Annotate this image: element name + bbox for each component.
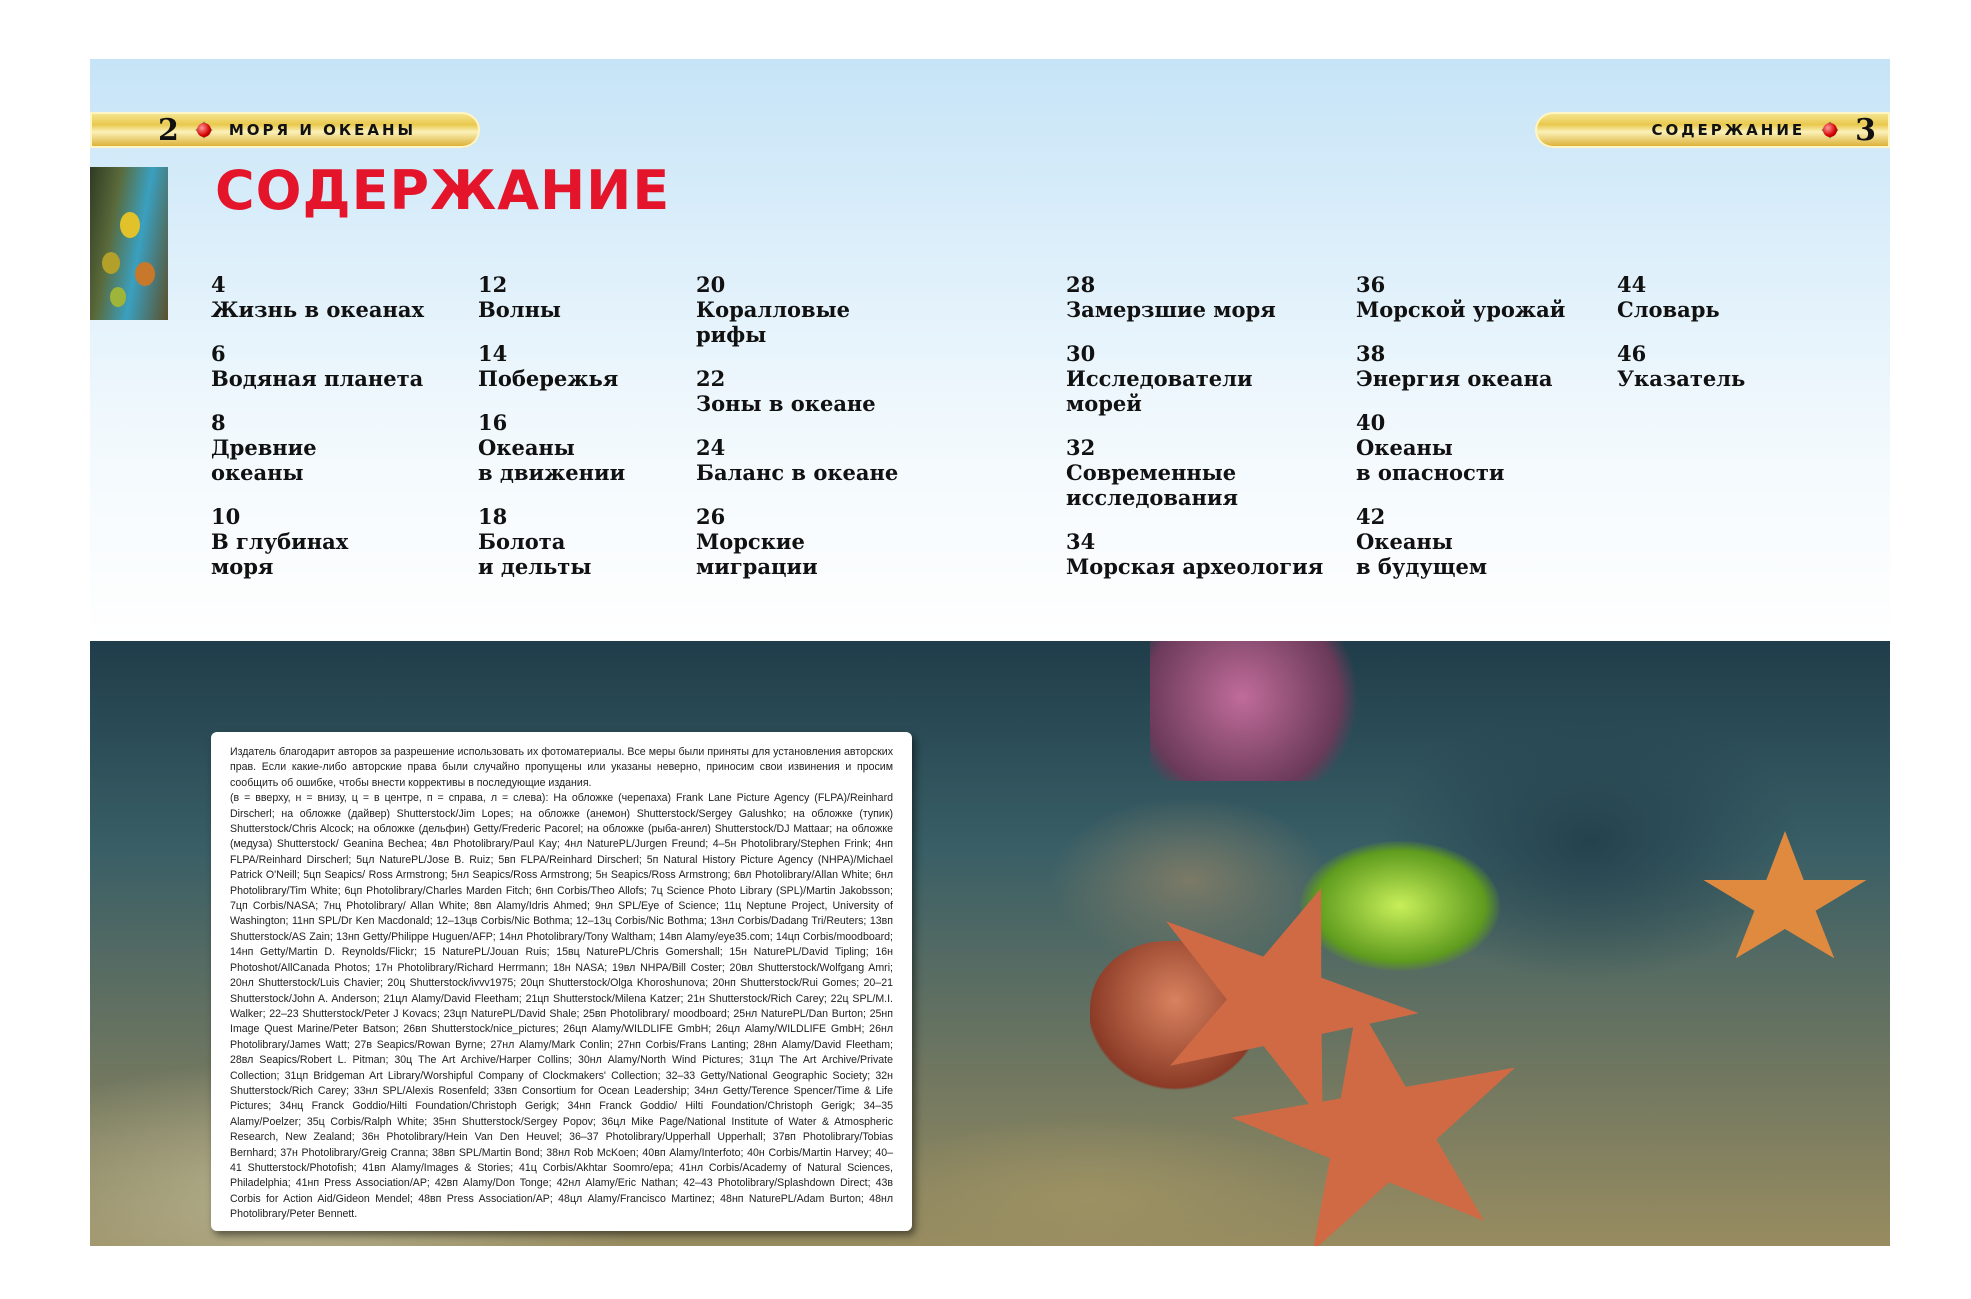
toc-entry-title: Водяная планета bbox=[211, 366, 424, 391]
compass-icon bbox=[1815, 115, 1845, 145]
toc-entry-title: Древние океаны bbox=[211, 435, 317, 485]
toc-page-number: 34 bbox=[1066, 529, 1096, 554]
toc-entry[interactable] bbox=[696, 435, 898, 485]
toc-column bbox=[696, 272, 898, 598]
toc-entry[interactable] bbox=[1356, 272, 1565, 322]
kelp-thumbnail-image bbox=[90, 167, 168, 320]
toc-entry[interactable] bbox=[1356, 410, 1565, 485]
toc-entry[interactable] bbox=[1617, 272, 1745, 322]
toc-page-number: 44 bbox=[1617, 272, 1647, 297]
credits-intro: Издатель благодарит авторов за разрешение использовать их фотоматериалы. Все меры были приняты для установления авторских прав. Если какие-либо авторские права были случайно пропущены или указаны неверно, приносим свои извинения и просим сообщить об ошибке, чтобы внести коррективы в последующие издания. bbox=[230, 746, 893, 789]
toc-entry-title: Энергия океана bbox=[1356, 366, 1553, 391]
toc-entry[interactable] bbox=[478, 272, 625, 322]
toc-column bbox=[478, 272, 625, 598]
coral-image bbox=[1150, 641, 1380, 781]
toc-entry-title: Указатель bbox=[1617, 366, 1746, 391]
toc-page-number: 22 bbox=[696, 366, 726, 391]
toc-column bbox=[211, 272, 424, 598]
toc-page-number: 24 bbox=[696, 435, 726, 460]
toc-page-number: 38 bbox=[1356, 341, 1386, 366]
toc-page-number: 16 bbox=[478, 410, 508, 435]
toc-entry-title: Исследователи морей bbox=[1066, 366, 1253, 416]
toc-entry[interactable] bbox=[1066, 341, 1323, 416]
toc-page-number: 10 bbox=[211, 504, 241, 529]
toc-entry[interactable] bbox=[1066, 435, 1323, 510]
toc-entry[interactable] bbox=[478, 410, 625, 485]
toc-entry[interactable] bbox=[1356, 504, 1565, 579]
toc-entry[interactable] bbox=[696, 504, 898, 579]
toc-entry-title: Побережья bbox=[478, 366, 619, 391]
toc-page-number: 42 bbox=[1356, 504, 1386, 529]
toc-page-number: 26 bbox=[696, 504, 726, 529]
toc-entry[interactable] bbox=[696, 272, 898, 347]
toc-page-number: 12 bbox=[478, 272, 508, 297]
running-header-left bbox=[90, 112, 480, 148]
toc-entry-title: Коралловые рифы bbox=[696, 297, 851, 347]
toc-page-number: 18 bbox=[478, 504, 508, 529]
page-number-left: 2 bbox=[158, 112, 179, 148]
toc-entry-title: Волны bbox=[478, 297, 561, 322]
underwater-photo bbox=[90, 641, 1890, 1246]
section-name-right: СОДЕРЖАНИЕ bbox=[1651, 121, 1806, 139]
toc-page-number: 40 bbox=[1356, 410, 1386, 435]
toc-entry-title: В глубинах моря bbox=[211, 529, 349, 579]
toc-entry-title: Морская археология bbox=[1066, 554, 1324, 579]
toc-entry-title: Океаны в опасности bbox=[1356, 435, 1505, 485]
toc-entry-title: Океаны в движении bbox=[478, 435, 626, 485]
toc-entry-title: Замерзшие моря bbox=[1066, 297, 1276, 322]
toc-page-number: 36 bbox=[1356, 272, 1386, 297]
toc-page-number: 6 bbox=[211, 341, 226, 366]
compass-icon bbox=[189, 115, 219, 145]
toc-entry-title: Морские миграции bbox=[696, 529, 818, 579]
toc-entry[interactable] bbox=[478, 504, 625, 579]
toc-entry-title: Жизнь в океанах bbox=[211, 297, 425, 322]
toc-entry[interactable] bbox=[478, 341, 625, 391]
toc-page-number: 14 bbox=[478, 341, 508, 366]
toc-entry-title: Болота и дельты bbox=[478, 529, 592, 579]
toc-entry[interactable] bbox=[1066, 529, 1323, 579]
toc-entry-title: Морской урожай bbox=[1356, 297, 1566, 322]
toc-page-number: 30 bbox=[1066, 341, 1096, 366]
toc-entry[interactable] bbox=[1356, 341, 1565, 391]
toc-entry-title: Зоны в океане bbox=[696, 391, 876, 416]
section-name-left: МОРЯ И ОКЕАНЫ bbox=[228, 121, 417, 139]
toc-page-number: 20 bbox=[696, 272, 726, 297]
toc-entry-title: Словарь bbox=[1617, 297, 1720, 322]
page-number-right: 3 bbox=[1855, 112, 1876, 148]
anemone-image bbox=[1300, 841, 1500, 971]
toc-page-number: 4 bbox=[211, 272, 226, 297]
running-header-right bbox=[1535, 112, 1890, 148]
credits-list: (в = вверху, н = внизу, ц = в центре, п = справа, л = слева): На обложке (черепаха) Frank Lane Picture Agency (FLPA)/Reinhard Dirscherl; на обложке (дайвер) Shutterstock/Jim Lopes; на обложке (анемон) Shutterstock/Sergey Galushko; на обложке (тупик) Shutterstock/Chris Alcock; на обложке (дельфин) Getty/Frederic Pacorel; на обложке (рыба-ангел) Shutterstock/DJ Mattaar; на обложке (медуза) Shutterstock/ Geanina Bechea; 4вл Photolibrary/Paul Kay; 4нл NaturePL/Jurgen Freund; 4–5н Photolibrary/Stephen Frink; 4нп FLPA/Reinhard Dirscherl; 5цл NaturePL/Jose B. Ruiz; 5вп FLPA/Reinhard Dirscherl; 5п Natural History Picture Agency (NHPA)/Michael Patrick O'Neill; 5цп Seapics/ Ross Armstrong; 5нл Seapics/Ross Armstrong; 5н Seapics/Ross Armstrong; 6вл Photolibrary/Allan White; 6нл Photolibrary/Tim White; 6цп Photolibrary/Charles Marden Fitch; 6нп Corbis/Theo Allofs; 7ц Science Photo Library (SPL)/Martin Jakobsson; 7цп Corbis/NASA; 7нц Photolibrary/ Allan White; 8вп Alamy/Idris Ahmed; 9нл SPL/Eye of Science; 11ц Neptune Project, University of Washington; 11нп SPL/Dr Ken Macdonald; 12–13цв Corbis/Nic Bothma; 12–13ц Corbis/Nic Bothma; 13нл Corbis/Dadang Tri/Reuters; 13вп Shutterstock/AS Zain; 13нп Getty/Philippe Huguen/AFP; 14нл Photolibrary/Tony Waltham; 14вп Alamy/eye35.com; 14цп Corbis/moodboard; 14нп Getty/Martin D. Reynolds/Flickr; 15 NaturePL/Jouan Ruis; 15вц NaturePL/Chris Gomershall; 15н NaturePL/David Tipling; 16н Photoshot/AllCanada Photos; 17н Photolibrary/Richard Herrmann; 18н NASA; 19вл NHPA/Bill Coster; 20вл Shutterstock/Wolfgang Amri; 20нл Shutterstock/Luis Chavier; 20ц Shutterstock/ivvv1975; 20цп Shutterstock/Olga Khoroshunova; 20нп Shutterstock/Rui Gomes; 20–21 Shutterstock/John A. Anderson; 21цл Alamy/David Fleetham; 21цп Shutterstock/Milena Katzer; 21н Shutterstock/Rich Carey; 22ц SPL/M.I. Walker; 22–23 Shutterstock/Peter J Kovacs; 23цп NaturePL/David Shale; 25вп Photolibrary/ moodboard; 25нл NaturePL/Dan Burton; 25нп Image Quest Marine/Peter Batson; 26вп Shutterstock/nice_pictures; 26цп Alamy/WILDLIFE GmbH; 26цл Alamy/WILDLIFE GmbH; 26нл Photolibrary/James Watt; 27в Seapics/Rowan Byrne; 27нл Alamy/Mark Conlin; 27нп Corbis/Frans Lanting; 28нп Alamy/David Fleetham; 28вл Seapics/Robert L. Pitman; 30ц The Art Archive/Harper Collins; 30нл Alamy/North Wind Pictures; 31цл The Art Archive/Private Collection; 31цп Bridgeman Art Library/Worshipful Company of Clockmakers' Collection; 32–33 Getty/National Geographic Society; 32н Shutterstock/Rich Carey; 33нл SPL/Alexis Rosenfeld; 33вп Consortium for Ocean Leadership; 34нл Getty/Terence Spencer/Time & Life Pictures; 34нц Franck Goddio/Hilti Foundation/Christoph Gerigk; 34нп Franck Goddio/ Hilti Foundation/Christoph Gerigk; 34–35 Alamy/Poelzer; 35ц Corbis/Ralph White; 35нп Shutterstock/Sergey Popov; 36цл Mike Page/National Institute of Water & Atmospheric Research, New Zealand; 36н Photolibrary/Hein Van Den Heuvel; 36–37 Photolibrary/Upperhall Upperhall; 37вп Photolibrary/Tobias Bernhard; 37н Photolibrary/Greig Cranna; 38вп SPL/Martin Bond; 38нл Rob McKoen; 40вп Alamy/Interfoto; 40н Corbis/Martin Harvey; 40–41 Shutterstock/Photofish; 41вп Alamy/Images & Stories; 41ц Corbis/Akhtar Soomro/epa; 41нл Corbis/Academy of Natural Sciences, Philadelphia; 41нп Press Association/AP; 42вп Alamy/Don Tonge; 42нл Alamy/Eric Nathan; 42–43 Photolibrary/Splashdown Direct; 43в Corbis for Action Aid/Gideon Mendel; 48вп Press Association/AP; 48цл Alamy/Francisco Martinez; 48нп NaturePL/Adam Burton; 48нл Photolibrary/Peter Bennett. bbox=[230, 792, 893, 1221]
toc-page-number: 8 bbox=[211, 410, 226, 435]
book-spread bbox=[90, 59, 1890, 1246]
toc-column bbox=[1617, 272, 1745, 410]
toc-page-number: 28 bbox=[1066, 272, 1096, 297]
toc-entry[interactable] bbox=[1066, 272, 1323, 322]
toc-entry[interactable] bbox=[211, 272, 424, 322]
toc-column bbox=[1066, 272, 1323, 598]
toc-entry[interactable] bbox=[211, 341, 424, 391]
toc-entry[interactable] bbox=[1617, 341, 1745, 391]
starfish-image bbox=[1700, 831, 1870, 971]
page-title: СОДЕРЖАНИЕ bbox=[215, 159, 671, 222]
photo-credits-box bbox=[211, 732, 912, 1231]
toc-entry-title: Баланс в океане bbox=[696, 460, 899, 485]
toc-entry[interactable] bbox=[696, 366, 898, 416]
toc-column bbox=[1356, 272, 1565, 598]
toc-entry[interactable] bbox=[211, 410, 424, 485]
toc-entry-title: Современные исследования bbox=[1066, 460, 1238, 510]
toc-entry-title: Океаны в будущем bbox=[1356, 529, 1488, 579]
toc-entry[interactable] bbox=[211, 504, 424, 579]
toc-page-number: 46 bbox=[1617, 341, 1647, 366]
toc-page-number: 32 bbox=[1066, 435, 1096, 460]
